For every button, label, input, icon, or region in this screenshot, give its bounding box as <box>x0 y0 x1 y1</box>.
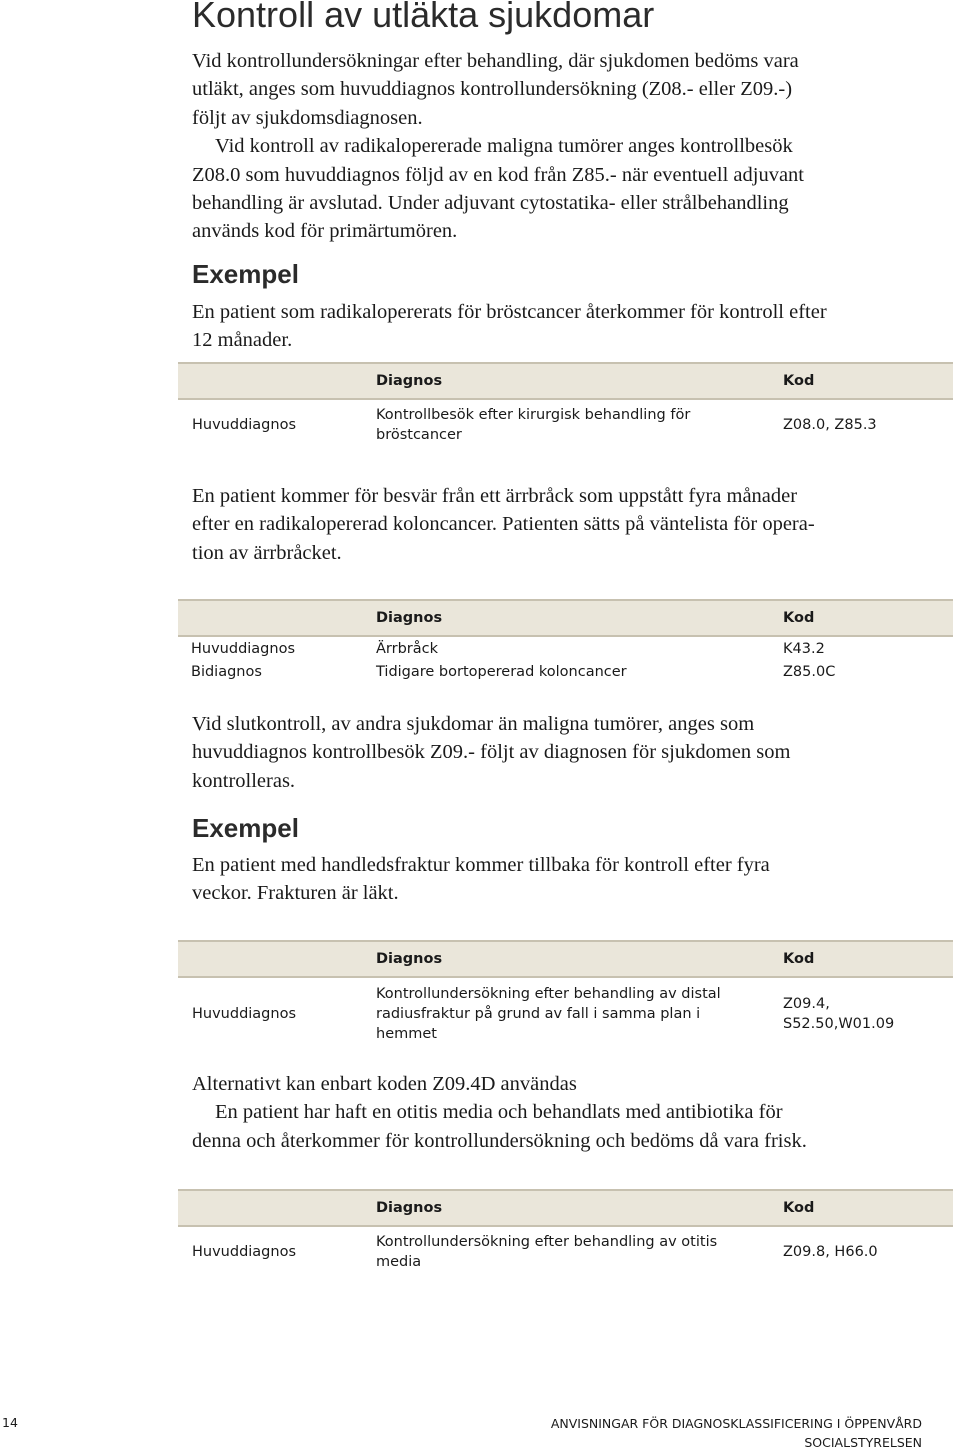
diagnosis-code: Z85.0C <box>783 664 836 680</box>
diagnosis-type: Huvuddiagnos <box>191 640 296 657</box>
text-line: veckor. Frakturen är läkt. <box>192 882 399 905</box>
kod-header: Kod <box>777 363 953 399</box>
table-row <box>178 660 953 684</box>
diagnosis-text <box>361 1226 777 1276</box>
diagnosis-code: K43.2 <box>783 640 825 657</box>
text-line: Vid kontroll av radikalopererade maligna tumörer anges kontrollbesök <box>215 135 793 158</box>
diagnosis-text <box>361 977 777 1049</box>
diagnosis-text <box>361 399 777 449</box>
type-header <box>178 363 361 399</box>
text-line: 12 månader. <box>192 329 293 352</box>
diagnosis-code <box>777 1226 953 1276</box>
kod-header: Kod <box>777 600 953 636</box>
diagnosis-type: Huvuddiagnos <box>192 1243 297 1260</box>
table-header-row <box>178 600 953 636</box>
diagnosis-text: Tidigare bortopererad koloncancer <box>376 664 627 680</box>
text-line: Z08.0 som huvuddiagnos följd av en kod från Z85.- när eventuell adjuvant <box>192 163 805 186</box>
text-line: hemmet <box>376 1025 437 1042</box>
table-header-row <box>178 363 953 399</box>
diagnosis-type: Huvuddiagnos <box>192 416 297 433</box>
example2-text <box>192 851 770 908</box>
text-line: behandling är avslutad. Under adjuvant cytostatika- eller strålbehandling <box>192 192 789 215</box>
text-line: En patient har haft en otitis media och behandlats med antibiotika för <box>215 1101 783 1124</box>
diagnosis-table-1 <box>178 362 953 449</box>
text-line: En patient med handledsfraktur kommer tillbaka för kontroll efter fyra <box>192 854 770 876</box>
text-line: huvuddiagnos kontrollbesök Z09.- följt av diagnosen för sjukdomen som <box>192 741 791 764</box>
text-line: Kontrollundersökning efter behandling av distal <box>376 985 721 1002</box>
text-line: efter en radikalopererad koloncancer. Patienten sätts på väntelista för opera- <box>192 513 815 536</box>
slutkontroll-text <box>192 710 790 795</box>
text-line: S52.50,W01.09 <box>783 1015 895 1032</box>
footer-publication-title: ANVISNINGAR FÖR DIAGNOSKLASSIFICERING I ÖPPENVÅRD <box>550 1416 922 1431</box>
text-line: tion av ärrbråcket. <box>192 541 342 564</box>
table-row <box>178 399 953 449</box>
table-header-row <box>178 941 953 977</box>
text-line: Vid slutkontroll, av andra sjukdomar än maligna tumörer, anges som <box>192 713 755 735</box>
table-row <box>178 636 953 660</box>
text-line: Z09.8, H66.0 <box>783 1243 878 1260</box>
text-line: utläkt, anges som huvuddiagnos kontrollundersökning (Z08.- eller Z09.-) <box>192 78 793 101</box>
text-line: kontrolleras. <box>192 769 296 792</box>
text-line: bröstcancer <box>376 426 462 443</box>
text-line: Z09.4, <box>783 995 830 1012</box>
text-line: Kontrollbesök efter kirurgisk behandling för <box>376 406 691 423</box>
type-header <box>178 1190 361 1226</box>
type-header <box>178 600 361 636</box>
text-line: Alternativt kan enbart koden Z09.4D användas <box>192 1073 577 1095</box>
text-line: Z08.0, Z85.3 <box>783 416 877 433</box>
diagnosis-table-2 <box>178 599 953 684</box>
diagnos-header: Diagnos <box>361 941 777 977</box>
text-line: media <box>376 1253 422 1270</box>
example-heading: Exempel <box>192 259 299 289</box>
diagnosis-text: Ärrbråck <box>376 640 439 657</box>
table-row <box>178 977 953 1049</box>
text-line: Vid kontrollundersökningar efter behandling, där sjukdomen bedöms vara <box>192 50 799 72</box>
diagnosis-table-4 <box>178 1189 953 1276</box>
example1-text <box>192 298 827 355</box>
footer-publisher: SOCIALSTYRELSEN <box>804 1435 922 1450</box>
diagnos-header: Diagnos <box>361 1190 777 1226</box>
diagnosis-type: Huvuddiagnos <box>192 1005 297 1022</box>
kod-header: Kod <box>777 941 953 977</box>
text-line: används kod för primärtumören. <box>192 220 458 243</box>
text-line: En patient kommer för besvär från ett ärrbråck som uppstått fyra månader <box>192 485 798 507</box>
diagnosis-table-3 <box>178 940 953 1049</box>
table-row <box>178 1226 953 1276</box>
diagnosis-code <box>777 399 953 449</box>
type-header <box>178 941 361 977</box>
diagnosis-code <box>777 977 953 1049</box>
example-heading: Exempel <box>192 813 299 843</box>
diagnosis-type: Bidiagnos <box>191 664 262 680</box>
text-line: följt av sjukdomsdiagnosen. <box>192 106 423 129</box>
page-title: Kontroll av utläkta sjukdomar <box>192 0 655 35</box>
kod-header: Kod <box>777 1190 953 1226</box>
table-header-row <box>178 1190 953 1226</box>
diagnos-header: Diagnos <box>361 600 777 636</box>
alternative-text <box>192 1070 807 1155</box>
intro-paragraph <box>192 47 804 246</box>
text-line: Kontrollundersökning efter behandling av otitis <box>376 1233 718 1250</box>
diagnos-header: Diagnos <box>361 363 777 399</box>
page-number: 14 <box>2 1415 18 1430</box>
text-line: En patient som radikalopererats för bröstcancer återkommer för kontroll efter <box>192 301 827 323</box>
example1b-text <box>192 482 815 567</box>
text-line: radiusfraktur på grund av fall i samma plan i <box>376 1005 701 1022</box>
text-line: denna och återkommer för kontrollundersökning och bedöms då vara frisk. <box>192 1129 807 1152</box>
